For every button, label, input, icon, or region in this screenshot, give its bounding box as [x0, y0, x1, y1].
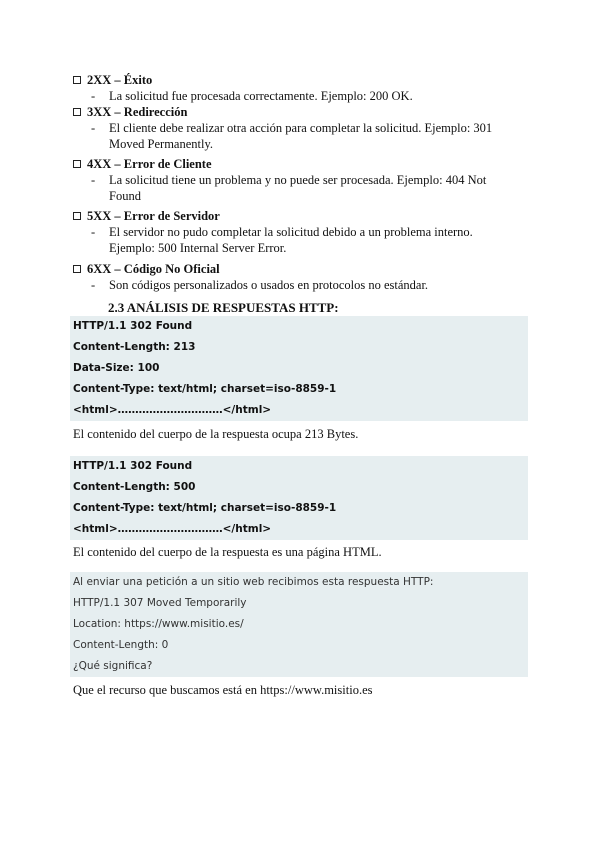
status-code-description: Son códigos personalizados o usados en protocolos no estándar.	[109, 278, 429, 292]
status-code-item: 5XX – Error de Servidor - El servidor no pudo completar la solicitud debido a un problema interno. Ejemplo: 500 Internal Server Error.	[73, 208, 533, 256]
code-line: Content-Length: 500	[73, 481, 196, 493]
status-code-title: 2XX – Éxito	[87, 73, 153, 87]
http-response-block	[70, 456, 528, 540]
status-code-description: La solicitud fue procesada correctamente. Ejemplo: 200 OK.	[109, 89, 413, 103]
code-line: Data-Size: 100	[73, 362, 160, 374]
checkbox-icon	[73, 265, 81, 273]
checkbox-icon	[73, 160, 81, 168]
code-line: Content-Type: text/html; charset=iso-8859-1	[73, 502, 337, 514]
status-code-description: Moved Permanently.	[109, 137, 214, 151]
status-code-item: 6XX – Código No Oficial - Son códigos personalizados o usados en protocolos no estándar.	[73, 261, 533, 293]
checkbox-icon	[73, 76, 81, 84]
checkbox-icon	[73, 108, 81, 116]
code-line: Al enviar una petición a un sitio web recibimos esta respuesta HTTP:	[73, 576, 434, 588]
section-title: 2.3 ANÁLISIS DE RESPUESTAS HTTP:	[108, 300, 339, 315]
code-line: Location: https://www.misitio.es/	[73, 618, 244, 630]
status-code-description: Found	[109, 189, 141, 203]
checkbox-icon	[73, 212, 81, 220]
status-code-item: 2XX – Éxito - La solicitud fue procesada correctamente. Ejemplo: 200 OK.	[73, 72, 533, 104]
code-line: Content-Type: text/html; charset=iso-8859-1	[73, 383, 337, 395]
code-line: HTTP/1.1 302 Found	[73, 460, 193, 472]
status-code-title: 5XX – Error de Servidor	[87, 209, 220, 223]
code-line: ¿Qué significa?	[73, 660, 153, 672]
answer-text: Que el recurso que buscamos está en https://www.misitio.es	[73, 683, 373, 697]
status-code-title: 6XX – Código No Oficial	[87, 262, 220, 276]
status-code-description: Ejemplo: 500 Internal Server Error.	[109, 241, 287, 255]
status-code-item: 3XX – Redirección - El cliente debe realizar otra acción para completar la solicitud. Ejemplo: 301 Moved Permanently.	[73, 104, 533, 152]
code-line: Content-Length: 213	[73, 341, 196, 353]
status-code-item: 4XX – Error de Cliente - La solicitud tiene un problema y no puede ser procesada. Ejemplo: 404 Not Found	[73, 156, 533, 204]
http-response-block	[70, 572, 528, 677]
code-line: Content-Length: 0	[73, 639, 169, 651]
code-line: HTTP/1.1 302 Found	[73, 320, 193, 332]
code-line: <html>…………………………</html>	[73, 404, 272, 416]
status-code-description: El cliente debe realizar otra acción para completar la solicitud. Ejemplo: 301	[109, 121, 493, 135]
status-code-description: El servidor no pudo completar la solicitud debido a un problema interno.	[109, 225, 473, 239]
answer-text: El contenido del cuerpo de la respuesta ocupa 213 Bytes.	[73, 427, 359, 441]
status-code-description: La solicitud tiene un problema y no puede ser procesada. Ejemplo: 404 Not	[109, 173, 487, 187]
status-code-title: 3XX – Redirección	[87, 105, 188, 119]
code-line: HTTP/1.1 307 Moved Temporarily	[73, 597, 247, 609]
answer-text: El contenido del cuerpo de la respuesta es una página HTML.	[73, 545, 382, 559]
code-line: <html>…………………………</html>	[73, 523, 272, 535]
http-response-block	[70, 316, 528, 421]
status-code-title: 4XX – Error de Cliente	[87, 157, 212, 171]
